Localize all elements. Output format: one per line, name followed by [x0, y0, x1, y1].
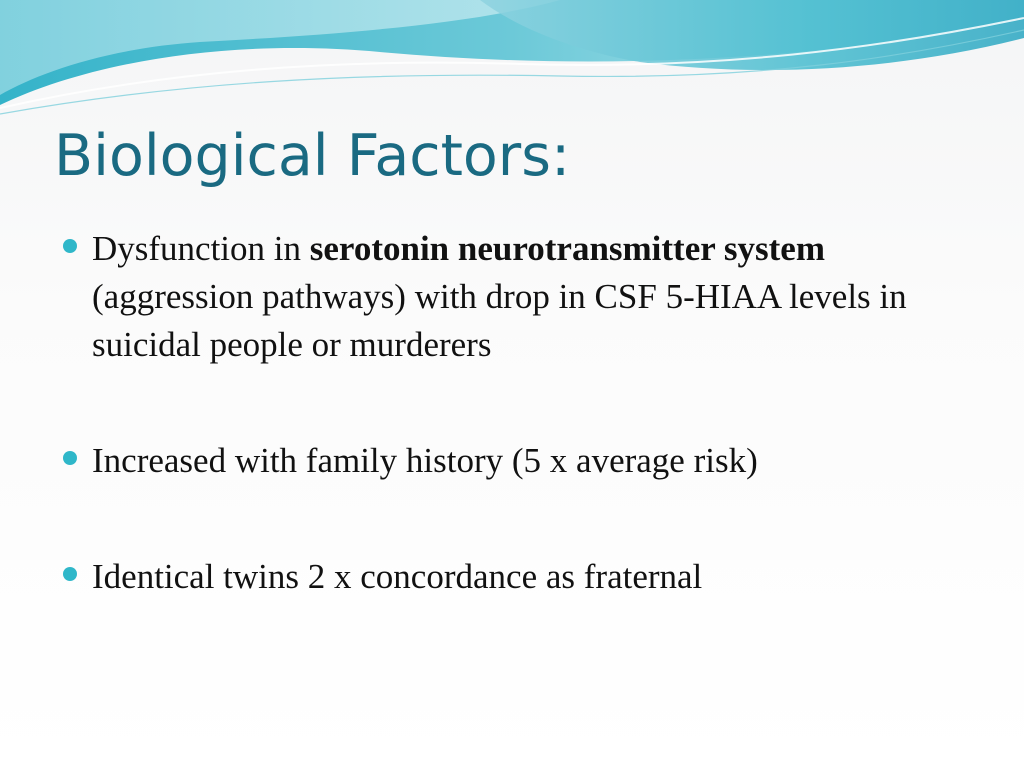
bullet-item-family-history	[60, 437, 960, 485]
bullet-text-after: (aggression pathways) with drop in CSF 5-HIAA levels in suicidal people or murderers	[92, 277, 907, 364]
bullet-dot-icon	[63, 239, 77, 253]
bullet-text: Increased with family history (5 x average risk)	[92, 441, 758, 480]
header-wave-decoration	[0, 0, 1024, 120]
bullet-dot-icon	[63, 567, 77, 581]
bullet-text-bold: serotonin neurotransmitter system	[309, 229, 825, 268]
bullet-item-serotonin	[60, 225, 960, 369]
bullet-text: Identical twins 2 x concordance as fraternal	[92, 557, 703, 596]
slide-title: Biological Factors:	[54, 123, 571, 189]
bullet-item-twins	[60, 553, 960, 601]
bullet-dot-icon	[63, 451, 77, 465]
bullet-text-before: Dysfunction in	[92, 229, 310, 268]
bullet-list	[60, 225, 960, 601]
